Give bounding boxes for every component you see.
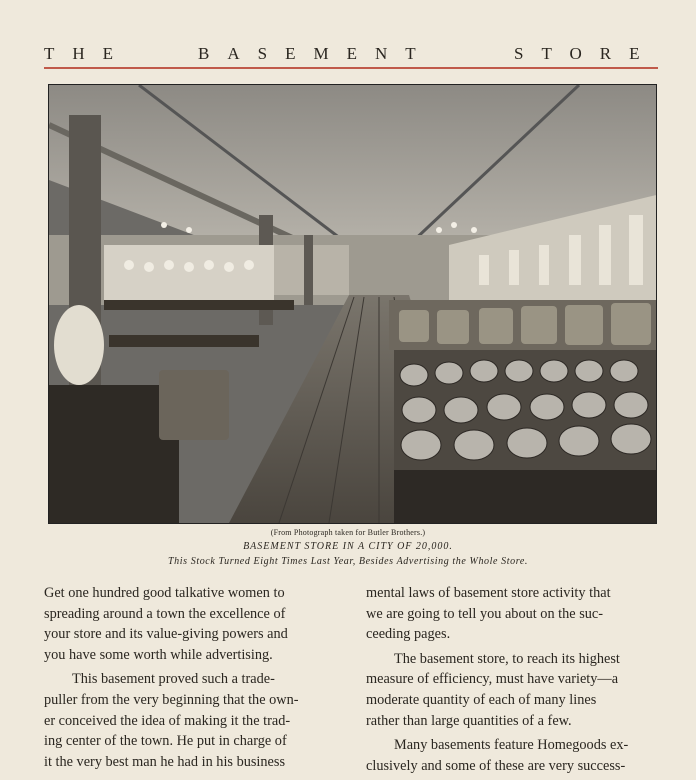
right-paragraph-1	[366, 583, 662, 645]
header-rule	[44, 67, 658, 69]
text-line: The basement store, to reach its highest	[394, 650, 620, 667]
left-paragraph-1	[44, 583, 340, 665]
store-photograph	[48, 84, 657, 524]
text-line: clusively and some of these are very success-	[366, 757, 626, 774]
header-basement: BASEMENT	[198, 44, 434, 63]
text-line: spreading around a town the excellence of	[44, 605, 286, 622]
left-column	[44, 583, 340, 776]
text-line: you have some worth while advertising.	[44, 646, 273, 663]
text-line: rather than large quantities of a few.	[366, 712, 572, 729]
right-paragraph-2	[366, 649, 662, 731]
text-line: your store and its value-giving powers and	[44, 626, 288, 643]
text-line: we are going to tell you about on the suc-	[366, 605, 604, 622]
right-column	[366, 583, 662, 780]
header-the: THE	[44, 44, 132, 63]
header-store: STORE	[514, 44, 658, 63]
text-line: puller from the very beginning that the own-	[44, 691, 299, 708]
running-header	[44, 44, 658, 64]
text-line: it the very best man he had in his business	[44, 753, 286, 770]
text-line: er conceived the idea of making it the trad-	[44, 712, 291, 729]
text-line: Many basements feature Homegoods ex-	[394, 737, 629, 754]
photo-illustration	[49, 85, 656, 523]
photo-credit: (From Photograph taken for Butler Brothers.)	[270, 528, 426, 537]
text-line: moderate quantity of each of many lines	[366, 691, 597, 708]
text-line: Get one hundred good talkative women to	[44, 585, 285, 601]
text-line: measure of efficiency, must have variety—a	[366, 671, 619, 688]
right-paragraph-3	[366, 735, 662, 776]
photo-caption-title: BASEMENT STORE IN A CITY OF 20,000.	[243, 541, 453, 552]
text-line: mental laws of basement store activity that	[366, 585, 611, 601]
photo-caption-subtitle: This Stock Turned Eight Times Last Year, Besides Advertising the Whole Store.	[168, 556, 528, 567]
text-line: ceeding pages.	[366, 626, 451, 643]
text-line: ing center of the town. He put in charge of	[44, 733, 287, 750]
text-line: This basement proved such a trade-	[72, 671, 275, 688]
